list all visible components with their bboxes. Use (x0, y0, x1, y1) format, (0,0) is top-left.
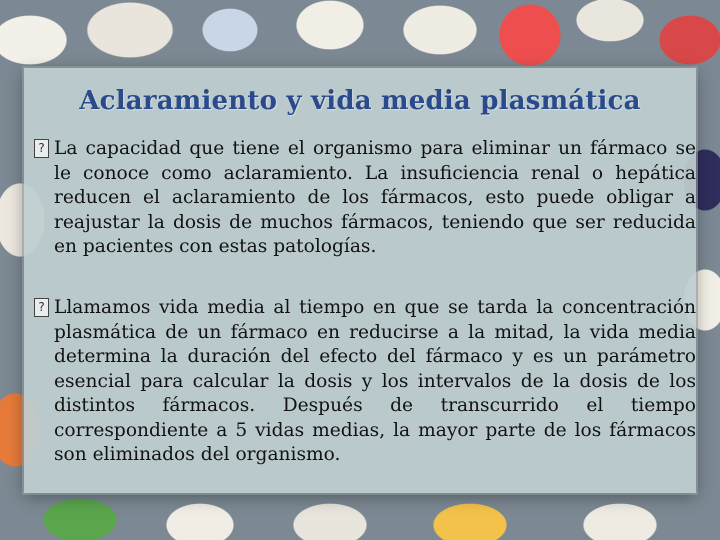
paragraph-aclaramiento (33, 137, 696, 260)
missing-glyph-bullet-icon (33, 298, 50, 318)
paragraph-vida-media (33, 296, 696, 468)
paragraph-text: Llamamos vida media al tiempo en que se tarda la concentración plasmática de un fármaco en reducirse a la mitad, la vida media determina la duración del efecto del fármaco y es un parámetro esencial para calcular la dosis y los intervalos de la dosis de los distintos fármacos. Después de transcurrido el tiempo correspondiente a 5 vidas medias, la mayor parte de los fármacos son eliminados del organismo. (54, 297, 696, 465)
paragraph-text: La capacidad que tiene el organismo para eliminar un fármaco se le conoce como aclaramiento. La insuficiencia renal o hepática reducen el aclaramiento de los fármacos, esto puede obligar a reajustar la dosis de muchos fármacos, teniendo que ser reducida en pacientes con estas patologías. (54, 138, 696, 257)
missing-glyph-bullet-icon (33, 139, 50, 159)
slide-title: Aclaramiento y vida media plasmática (79, 86, 641, 116)
